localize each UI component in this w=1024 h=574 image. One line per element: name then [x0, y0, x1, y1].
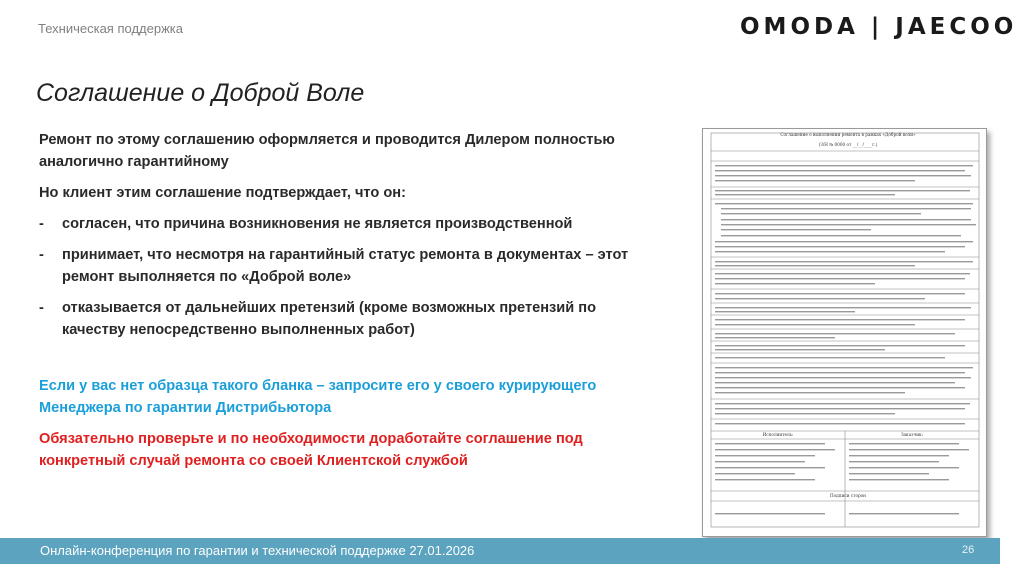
list-item-text: отказывается от дальнейших претензий (кроме возможных претензий по качеству непосредственно выполненных работ): [62, 300, 597, 338]
blue-note: Если у вас нет образца такого бланка – запросите его у своего курирующего Менеджера по гарантии Дистрибьютора: [39, 378, 597, 416]
list-item: [39, 244, 659, 288]
bullet-marker: -: [39, 300, 44, 316]
red-note: Обязательно проверьте и по необходимости доработайте соглашение под конкретный случай ремонта со своей Клиентской службой: [39, 431, 583, 469]
section-label: Техническая поддержка: [38, 21, 183, 36]
bullet-marker: -: [39, 216, 44, 232]
brand-logo: OMODA | JAECOO: [740, 14, 1018, 40]
footer-bar: [0, 538, 1000, 564]
list-item: [39, 213, 659, 235]
list-item: [39, 297, 659, 341]
agreement-form-preview: [702, 128, 987, 537]
page-number: 26: [962, 544, 975, 556]
form-number: (З/Н № 0000 от __/__/____г.): [818, 142, 878, 147]
form-title: Соглашение о выполнении ремонта в рамках «Доброй воли»: [780, 132, 916, 137]
bullet-marker: -: [39, 247, 44, 263]
form-signatures: Подписи сторон: [830, 493, 866, 498]
form-col-right: Заказчик:: [900, 432, 924, 437]
footer-text: Онлайн-конференция по гарантии и технической поддержке 27.01.2026: [40, 543, 475, 558]
form-col-left: Исполнитель:: [762, 432, 794, 437]
lead-paragraph: Но клиент этим соглашение подтверждает, что он:: [39, 185, 406, 201]
list-item-text: согласен, что причина возникновения не является производственной: [62, 216, 573, 232]
slide-title: Соглашение о Доброй Воле: [36, 79, 365, 107]
form-lines: [703, 129, 986, 536]
slide-content: [39, 129, 659, 481]
intro-paragraph: Ремонт по этому соглашению оформляется и проводится Дилером полностью аналогично гарантийному: [39, 132, 615, 170]
list-item-text: принимает, что несмотря на гарантийный статус ремонта в документах – этот ремонт выполняется по «Доброй воле»: [62, 247, 629, 285]
